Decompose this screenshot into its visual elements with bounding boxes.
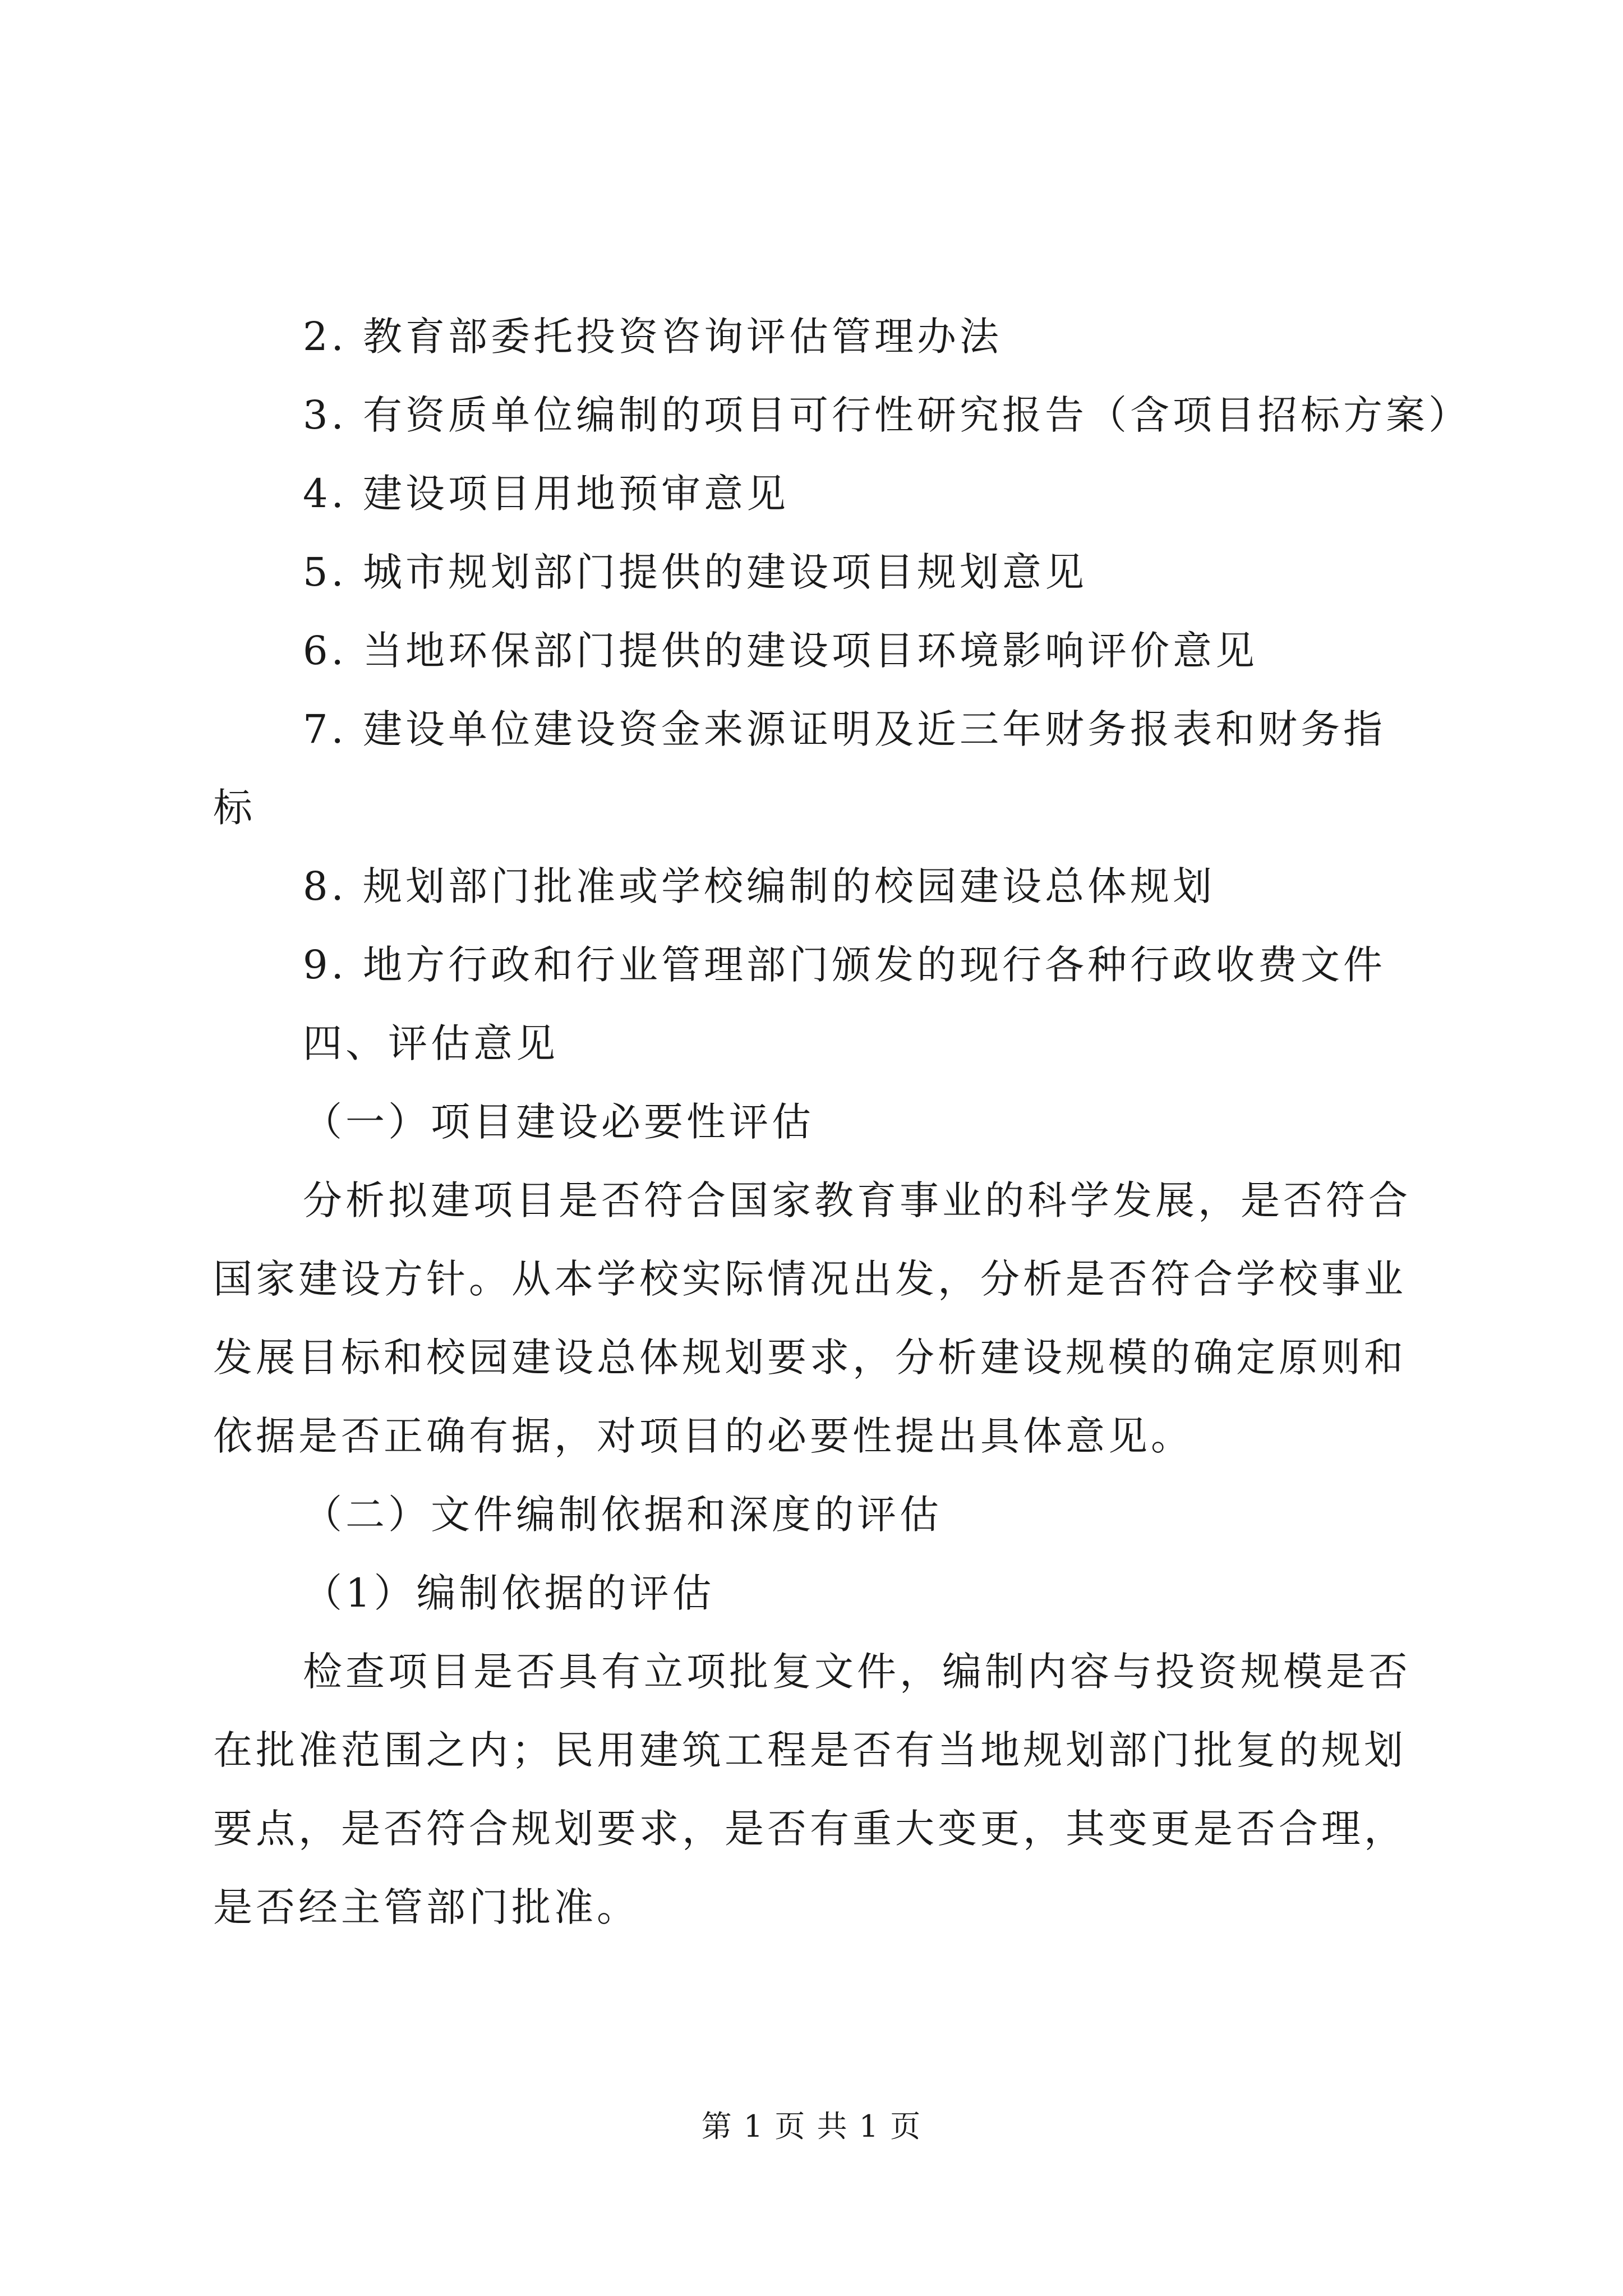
subsection-heading-2: （二）文件编制依据和深度的评估	[303, 1492, 942, 1538]
sub-item-heading: （1）编制依据的评估	[303, 1570, 715, 1616]
page-footer: 第 1 页 共 1 页	[701, 2109, 922, 2144]
text-line-3: 4. 建设项目用地预审意见	[303, 471, 790, 517]
text-line-2: 3. 有资质单位编制的项目可行性研究报告（含项目招标方案）	[303, 392, 1472, 438]
text-line-19: 在批准范围之内；民用建筑工程是否有当地规划部门批复的规划	[213, 1727, 1407, 1773]
subsection-heading-1: （一）项目建设必要性评估	[303, 1099, 814, 1145]
text-line-1: 2. 教育部委托投资咨询评估管理办法	[303, 314, 1003, 360]
text-line-21: 是否经主管部门批准。	[213, 1884, 639, 1930]
text-line-6: 7. 建设单位建设资金来源证明及近三年财务报表和财务指	[303, 706, 1386, 752]
text-line-12: 分析拟建项目是否符合国家教育事业的科学发展，是否符合	[303, 1177, 1411, 1223]
text-line-4: 5. 城市规划部门提供的建设项目规划意见	[303, 549, 1088, 595]
text-line-8: 8. 规划部门批准或学校编制的校园建设总体规划	[303, 863, 1216, 909]
text-line-20: 要点，是否符合规划要求，是否有重大变更，其变更是否合理，	[213, 1806, 1407, 1852]
text-line-7: 标	[213, 785, 256, 831]
text-line-13: 国家建设方针。从本学校实际情况出发，分析是否符合学校事业	[213, 1256, 1407, 1302]
text-line-14: 发展目标和校园建设总体规划要求，分析建设规模的确定原则和	[213, 1335, 1407, 1381]
text-line-15: 依据是否正确有据，对项目的必要性提出具体意见。	[213, 1413, 1193, 1459]
text-line-5: 6. 当地环保部门提供的建设项目环境影响评价意见	[303, 628, 1258, 674]
text-line-18: 检查项目是否具有立项批复文件，编制内容与投资规模是否	[303, 1649, 1411, 1695]
text-line-9: 9. 地方行政和行业管理部门颁发的现行各种行政收费文件	[303, 942, 1386, 988]
section-heading: 四、评估意见	[303, 1020, 559, 1066]
